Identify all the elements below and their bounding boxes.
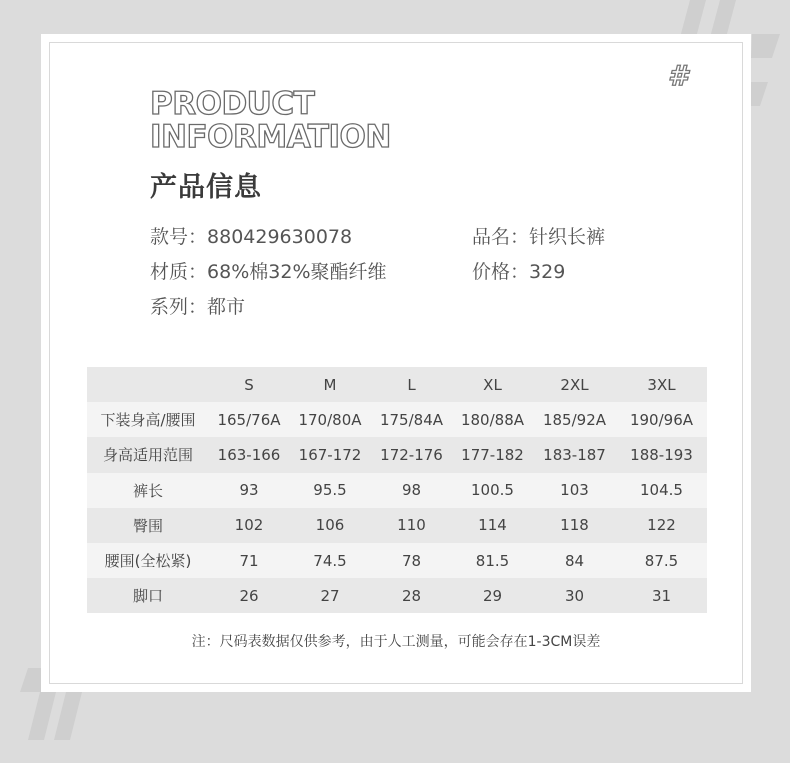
- size-value-cell: 27: [320, 586, 340, 605]
- row-label-cell: 裤长: [132, 481, 163, 500]
- size-value-cell: 188-193: [630, 445, 693, 464]
- size-value-cell: 71: [239, 551, 259, 570]
- size-value-cell: 110: [397, 516, 426, 535]
- size-value-cell: 81.5: [475, 551, 510, 570]
- stripe-bottom-3: [28, 692, 56, 740]
- size-value-cell: 185/92A: [542, 410, 607, 429]
- size-value-cell: 180/88A: [460, 410, 525, 429]
- size-value-cell: 177-182: [461, 445, 524, 464]
- info-value: 都市: [207, 296, 246, 318]
- size-table-header-row: [87, 367, 707, 402]
- size-value-cell: 30: [564, 586, 585, 605]
- table-row: [87, 543, 707, 578]
- size-value-cell: 102: [234, 516, 264, 535]
- product-info-card: [41, 34, 751, 692]
- row-label-cell: 身高适用范围: [102, 446, 193, 465]
- info-series: [150, 292, 245, 319]
- info-value: 针织长裤: [529, 226, 606, 248]
- info-label: 款号 ：: [150, 226, 207, 248]
- size-value-cell: 170/80A: [298, 410, 362, 429]
- size-value-cell: 74.5: [313, 551, 347, 570]
- size-value-cell: 98: [401, 481, 422, 500]
- size-value-cell: 106: [315, 516, 345, 535]
- size-value-cell: 118: [560, 516, 589, 535]
- stripe-bottom-4: [54, 692, 82, 740]
- size-value-cell: 93: [239, 481, 259, 500]
- size-value-cell: 165/76A: [217, 410, 281, 429]
- size-header-cell: M: [323, 375, 337, 394]
- size-value-cell: 114: [478, 516, 507, 535]
- size-value-cell: 104.5: [640, 481, 683, 500]
- size-value-cell: 84: [564, 551, 585, 570]
- info-price: [472, 257, 565, 284]
- size-value-cell: 103: [560, 481, 589, 500]
- size-value-cell: 29: [482, 586, 503, 605]
- measurement-note: 注：尺码表数据仅供参考，由于人工测量，可能会存在1-3CM误差: [191, 634, 601, 650]
- size-header-cell: 3XL: [647, 375, 676, 394]
- table-row: [87, 578, 707, 613]
- size-value-cell: 87.5: [644, 551, 679, 570]
- info-label: 品名 ：: [472, 226, 529, 248]
- header-corner-cell: [87, 367, 209, 402]
- english-title: [150, 88, 391, 154]
- english-title-line1: PRODUCT: [150, 86, 315, 122]
- chinese-title: 产品信息: [150, 172, 262, 203]
- info-label: 价格 ：: [472, 261, 529, 283]
- table-row: [87, 402, 707, 437]
- size-value-cell: 175/84A: [379, 410, 444, 429]
- row-label-cell: 下装身高/腰围: [100, 411, 196, 430]
- size-value-cell: 95.5: [313, 481, 347, 500]
- size-header-cell: 2XL: [560, 375, 589, 394]
- info-value: 329: [529, 261, 566, 283]
- info-product-name: [472, 222, 605, 249]
- size-value-cell: 28: [401, 586, 422, 605]
- size-value-cell: 167-172: [298, 445, 362, 464]
- hash-icon: #: [668, 59, 688, 92]
- row-label-cell: 腰围(全松紧): [104, 552, 192, 571]
- size-value-cell: 163-166: [217, 445, 281, 464]
- row-label-cell: 脚口: [132, 587, 163, 606]
- size-chart-table: [87, 367, 707, 613]
- table-row: [87, 473, 707, 508]
- english-title-line2: INFORMATION: [150, 119, 391, 155]
- stripe-top-4: [750, 82, 768, 106]
- size-value-cell: 183-187: [543, 445, 606, 464]
- size-value-cell: 172-176: [380, 445, 443, 464]
- size-value-cell: 31: [651, 586, 672, 605]
- info-label: 材质 ：: [150, 261, 207, 283]
- row-label-cell: 臀围: [132, 516, 163, 535]
- stripe-top-3: [751, 34, 780, 58]
- size-value-cell: 26: [239, 586, 259, 605]
- info-label: 系列 ：: [150, 296, 207, 318]
- size-header-cell: L: [407, 375, 416, 394]
- size-header-cell: S: [244, 375, 254, 394]
- table-row: [87, 437, 707, 472]
- size-value-cell: 78: [401, 551, 422, 570]
- size-value-cell: 190/96A: [629, 410, 694, 429]
- info-value: 880429630078: [207, 226, 353, 248]
- table-row: [87, 508, 707, 543]
- info-style-no: [150, 222, 352, 249]
- size-value-cell: 100.5: [471, 481, 514, 500]
- info-value: 68%棉32%聚酯纤维: [207, 261, 387, 283]
- info-material: [150, 257, 387, 284]
- size-header-cell: XL: [483, 375, 502, 394]
- size-value-cell: 122: [647, 516, 676, 535]
